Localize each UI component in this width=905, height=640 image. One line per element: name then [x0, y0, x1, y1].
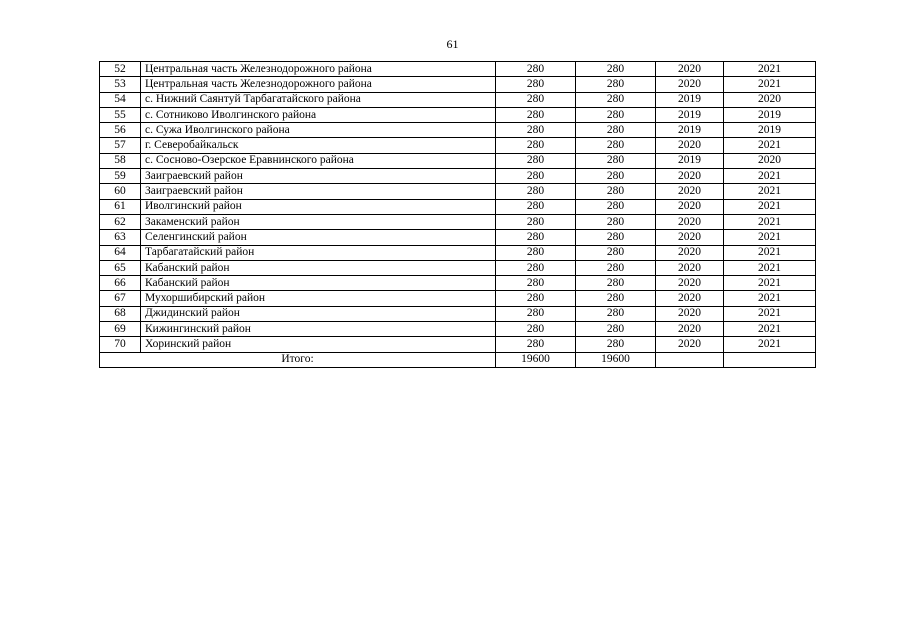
table-row: [100, 123, 816, 138]
table-row: [100, 230, 816, 245]
row-location: Кабанский район: [141, 276, 496, 291]
table-row: [100, 306, 816, 321]
row-value-1: 280: [496, 169, 576, 184]
row-value-1: 280: [496, 123, 576, 138]
row-year-end: 2021: [724, 260, 816, 275]
row-value-2: 280: [576, 199, 656, 214]
row-value-2: 280: [576, 107, 656, 122]
row-year-start: 2020: [656, 306, 724, 321]
row-year-end: 2021: [724, 138, 816, 153]
row-number: 68: [100, 306, 141, 321]
row-location: Джидинский район: [141, 306, 496, 321]
table-row: [100, 138, 816, 153]
row-number: 66: [100, 276, 141, 291]
row-number: 69: [100, 322, 141, 337]
row-value-1: 280: [496, 306, 576, 321]
row-number: 67: [100, 291, 141, 306]
row-value-1: 280: [496, 153, 576, 168]
row-number: 65: [100, 260, 141, 275]
row-value-2: 280: [576, 291, 656, 306]
row-number: 62: [100, 214, 141, 229]
row-year-end: 2021: [724, 245, 816, 260]
row-year-start: 2019: [656, 107, 724, 122]
row-number: 53: [100, 77, 141, 92]
row-year-start: 2020: [656, 230, 724, 245]
row-value-2: 280: [576, 276, 656, 291]
row-value-1: 280: [496, 107, 576, 122]
row-number: 70: [100, 337, 141, 352]
row-year-end: 2021: [724, 62, 816, 77]
table-row: [100, 291, 816, 306]
row-value-2: 280: [576, 184, 656, 199]
row-year-end: 2020: [724, 92, 816, 107]
row-location: Заиграевский район: [141, 169, 496, 184]
row-year-start: 2020: [656, 199, 724, 214]
row-number: 61: [100, 199, 141, 214]
row-year-end: 2021: [724, 230, 816, 245]
row-location: Селенгинский район: [141, 230, 496, 245]
row-number: 60: [100, 184, 141, 199]
total-year-start: [656, 352, 724, 367]
row-year-start: 2019: [656, 153, 724, 168]
row-year-start: 2019: [656, 92, 724, 107]
table-row: [100, 337, 816, 352]
row-year-start: 2020: [656, 276, 724, 291]
row-value-2: 280: [576, 62, 656, 77]
table-row: [100, 92, 816, 107]
row-year-start: 2020: [656, 245, 724, 260]
row-year-start: 2020: [656, 62, 724, 77]
row-number: 63: [100, 230, 141, 245]
row-location: Центральная часть Железнодорожного района: [141, 62, 496, 77]
table-row: [100, 153, 816, 168]
row-value-1: 280: [496, 322, 576, 337]
row-value-1: 280: [496, 92, 576, 107]
table-row: [100, 77, 816, 92]
table-row: [100, 214, 816, 229]
row-value-1: 280: [496, 62, 576, 77]
table-row: [100, 260, 816, 275]
row-value-2: 280: [576, 245, 656, 260]
row-number: 58: [100, 153, 141, 168]
row-year-end: 2021: [724, 322, 816, 337]
row-value-2: 280: [576, 169, 656, 184]
row-year-end: 2021: [724, 184, 816, 199]
row-value-1: 280: [496, 138, 576, 153]
row-value-2: 280: [576, 322, 656, 337]
row-value-1: 280: [496, 291, 576, 306]
row-year-start: 2020: [656, 260, 724, 275]
row-year-end: 2021: [724, 276, 816, 291]
row-location: Тарбагатайский район: [141, 245, 496, 260]
row-location: с. Сосново-Озерское Еравнинского района: [141, 153, 496, 168]
table-row: [100, 199, 816, 214]
row-year-start: 2020: [656, 138, 724, 153]
row-location: с. Нижний Саянтуй Тарбагатайского района: [141, 92, 496, 107]
row-year-start: 2020: [656, 291, 724, 306]
row-value-2: 280: [576, 138, 656, 153]
page-number: 61: [446, 37, 459, 51]
table-row: [100, 322, 816, 337]
row-location: Иволгинский район: [141, 199, 496, 214]
row-number: 52: [100, 62, 141, 77]
row-value-1: 280: [496, 77, 576, 92]
row-value-2: 280: [576, 153, 656, 168]
row-year-end: 2019: [724, 107, 816, 122]
total-value-1: 19600: [496, 352, 576, 367]
row-value-2: 280: [576, 230, 656, 245]
row-location: с. Сужа Иволгинского района: [141, 123, 496, 138]
row-year-end: 2020: [724, 153, 816, 168]
row-location: Мухоршибирский район: [141, 291, 496, 306]
row-location: Закаменский район: [141, 214, 496, 229]
row-year-end: 2021: [724, 306, 816, 321]
row-year-end: 2021: [724, 337, 816, 352]
row-location: Заиграевский район: [141, 184, 496, 199]
row-year-start: 2020: [656, 184, 724, 199]
row-value-1: 280: [496, 245, 576, 260]
row-location: Кабанский район: [141, 260, 496, 275]
row-year-start: 2019: [656, 123, 724, 138]
row-location: Кижингинский район: [141, 322, 496, 337]
row-value-2: 280: [576, 92, 656, 107]
row-year-end: 2021: [724, 291, 816, 306]
row-value-1: 280: [496, 276, 576, 291]
row-number: 54: [100, 92, 141, 107]
row-value-1: 280: [496, 199, 576, 214]
row-location: Хоринский район: [141, 337, 496, 352]
row-value-2: 280: [576, 306, 656, 321]
row-value-1: 280: [496, 260, 576, 275]
row-value-1: 280: [496, 230, 576, 245]
row-location: г. Северобайкальск: [141, 138, 496, 153]
data-table: [99, 61, 816, 368]
table-row: [100, 245, 816, 260]
row-year-end: 2021: [724, 214, 816, 229]
row-number: 55: [100, 107, 141, 122]
row-location: Центральная часть Железнодорожного района: [141, 77, 496, 92]
table-row: [100, 276, 816, 291]
row-year-end: 2021: [724, 169, 816, 184]
total-value-2: 19600: [576, 352, 656, 367]
row-year-start: 2020: [656, 169, 724, 184]
row-number: 59: [100, 169, 141, 184]
row-value-2: 280: [576, 214, 656, 229]
row-value-2: 280: [576, 260, 656, 275]
row-value-1: 280: [496, 184, 576, 199]
row-year-start: 2020: [656, 214, 724, 229]
total-year-end: [724, 352, 816, 367]
row-location: с. Сотниково Иволгинского района: [141, 107, 496, 122]
row-year-end: 2019: [724, 123, 816, 138]
total-label: Итого:: [100, 352, 496, 367]
row-year-start: 2020: [656, 322, 724, 337]
total-row: [100, 352, 816, 367]
row-number: 57: [100, 138, 141, 153]
row-value-2: 280: [576, 77, 656, 92]
table-row: [100, 62, 816, 77]
table-row: [100, 107, 816, 122]
row-number: 64: [100, 245, 141, 260]
row-value-2: 280: [576, 123, 656, 138]
row-number: 56: [100, 123, 141, 138]
row-value-1: 280: [496, 214, 576, 229]
row-year-start: 2020: [656, 337, 724, 352]
row-value-2: 280: [576, 337, 656, 352]
table-body: [100, 62, 816, 368]
row-year-end: 2021: [724, 77, 816, 92]
row-year-start: 2020: [656, 77, 724, 92]
table-row: [100, 184, 816, 199]
row-value-1: 280: [496, 337, 576, 352]
table-row: [100, 169, 816, 184]
row-year-end: 2021: [724, 199, 816, 214]
